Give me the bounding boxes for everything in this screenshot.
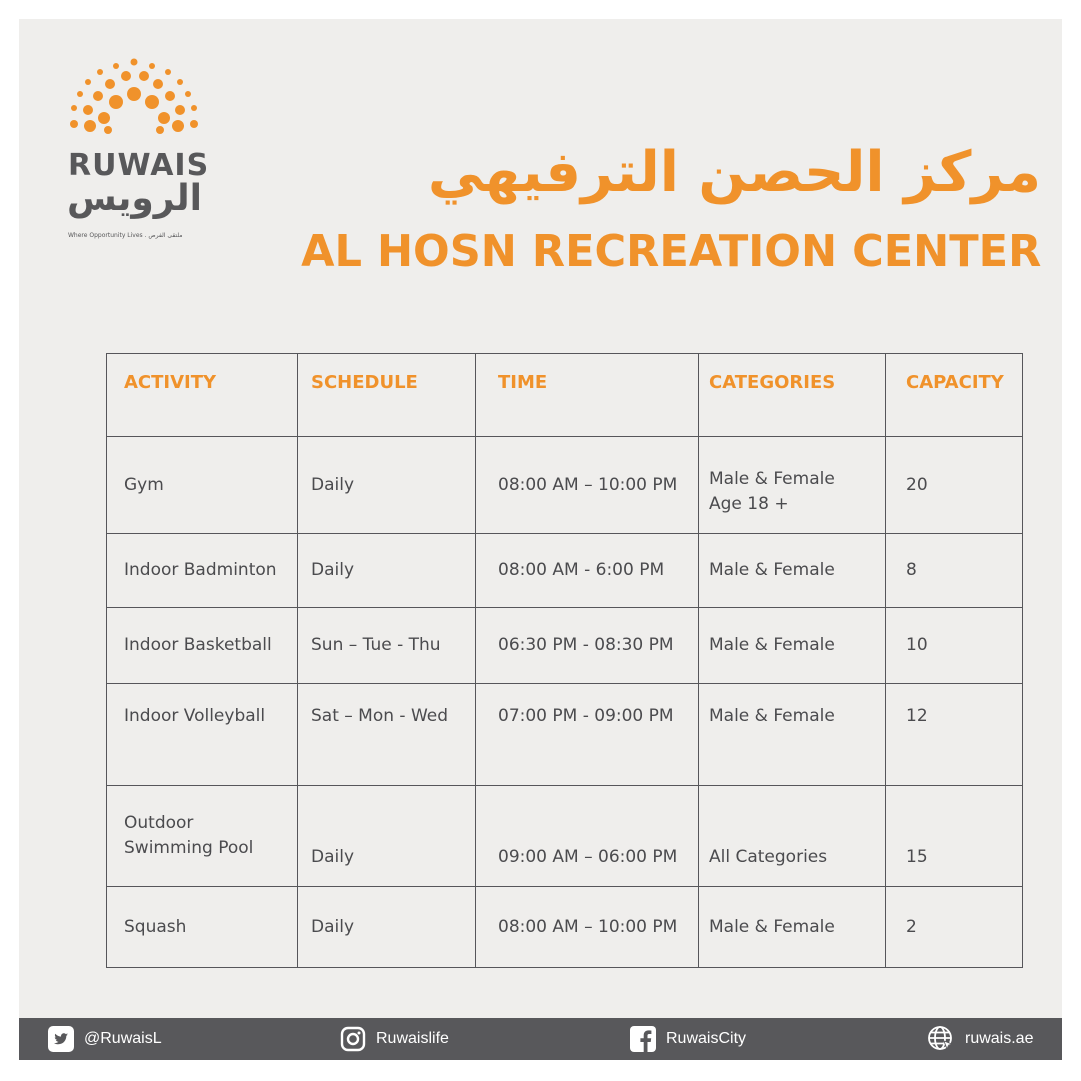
cell-time: 06:30 PM - 08:30 PM bbox=[476, 608, 699, 684]
logo-wordmark-en: RUWAIS bbox=[68, 148, 210, 183]
cell-activity: Indoor Volleyball bbox=[107, 684, 298, 786]
cell-activity: Gym bbox=[107, 437, 298, 534]
logo-tagline: Where Opportunity Lives . ملتقى الفرص bbox=[68, 232, 183, 239]
instagram-handle: Ruwaislife bbox=[376, 1030, 449, 1047]
instagram-link[interactable] bbox=[340, 1026, 449, 1052]
table-row bbox=[107, 534, 1023, 608]
cell-capacity: 10 bbox=[886, 608, 1023, 684]
header-schedule: SCHEDULE bbox=[298, 354, 476, 437]
category-line-2: Age 18 + bbox=[709, 494, 789, 514]
cell-schedule: Sat – Mon - Wed bbox=[298, 684, 476, 786]
cell-schedule: Sun – Tue - Thu bbox=[298, 608, 476, 684]
cell-schedule: Daily bbox=[298, 534, 476, 608]
website-url: ruwais.ae bbox=[965, 1030, 1034, 1047]
page-title-english: AL HOSN RECREATION CENTER bbox=[300, 226, 1041, 277]
twitter-handle: @RuwaisL bbox=[84, 1030, 162, 1047]
twitter-icon bbox=[48, 1026, 74, 1052]
cell-categories: Male & Female bbox=[699, 887, 886, 968]
table-row bbox=[107, 786, 1023, 887]
header-time: TIME bbox=[476, 354, 699, 437]
cell-categories: Male & Female bbox=[699, 684, 886, 786]
twitter-link[interactable] bbox=[48, 1026, 162, 1052]
page-title-arabic: مركز الحصن الترفيهي bbox=[427, 140, 1041, 205]
cell-categories: Male & Female bbox=[699, 608, 886, 684]
cell-categories: Male & Female bbox=[699, 534, 886, 608]
table-header-row bbox=[107, 354, 1023, 437]
cell-activity: Outdoor Swimming Pool bbox=[107, 786, 298, 887]
cell-schedule: Daily bbox=[298, 437, 476, 534]
cell-capacity: 8 bbox=[886, 534, 1023, 608]
sunburst-dots-icon bbox=[68, 58, 208, 138]
cell-activity: Indoor Basketball bbox=[107, 608, 298, 684]
header-capacity: CAPACITY bbox=[886, 354, 1023, 437]
table-row bbox=[107, 437, 1023, 534]
cell-categories: All Categories bbox=[699, 786, 886, 887]
cell-capacity: 20 bbox=[886, 437, 1023, 534]
header-categories: CATEGORIES bbox=[699, 354, 886, 437]
cell-time: 08:00 AM - 6:00 PM bbox=[476, 534, 699, 608]
cell-time: 08:00 AM – 10:00 PM bbox=[476, 887, 699, 968]
facebook-link[interactable] bbox=[630, 1026, 746, 1052]
cell-schedule: Daily bbox=[298, 887, 476, 968]
table-row bbox=[107, 608, 1023, 684]
logo-wordmark-ar: الرويس bbox=[66, 178, 202, 219]
cell-activity: Indoor Badminton bbox=[107, 534, 298, 608]
instagram-icon bbox=[340, 1026, 366, 1052]
cell-capacity: 15 bbox=[886, 786, 1023, 887]
cell-capacity: 2 bbox=[886, 887, 1023, 968]
header-activity: ACTIVITY bbox=[107, 354, 298, 437]
table-row bbox=[107, 684, 1023, 786]
schedule-table bbox=[106, 353, 1023, 968]
cell-categories bbox=[699, 437, 886, 534]
cell-time: 07:00 PM - 09:00 PM bbox=[476, 684, 699, 786]
social-footer bbox=[19, 1018, 1062, 1060]
cell-capacity: 12 bbox=[886, 684, 1023, 786]
website-link[interactable] bbox=[927, 1026, 1033, 1052]
category-line: Male & Female bbox=[709, 469, 835, 489]
cell-time: 08:00 AM – 10:00 PM bbox=[476, 437, 699, 534]
facebook-icon bbox=[630, 1026, 656, 1052]
table-row bbox=[107, 887, 1023, 968]
cell-time: 09:00 AM – 06:00 PM bbox=[476, 786, 699, 887]
cell-schedule: Daily bbox=[298, 786, 476, 887]
cell-activity: Squash bbox=[107, 887, 298, 968]
facebook-handle: RuwaisCity bbox=[666, 1030, 747, 1047]
globe-icon bbox=[927, 1025, 955, 1053]
